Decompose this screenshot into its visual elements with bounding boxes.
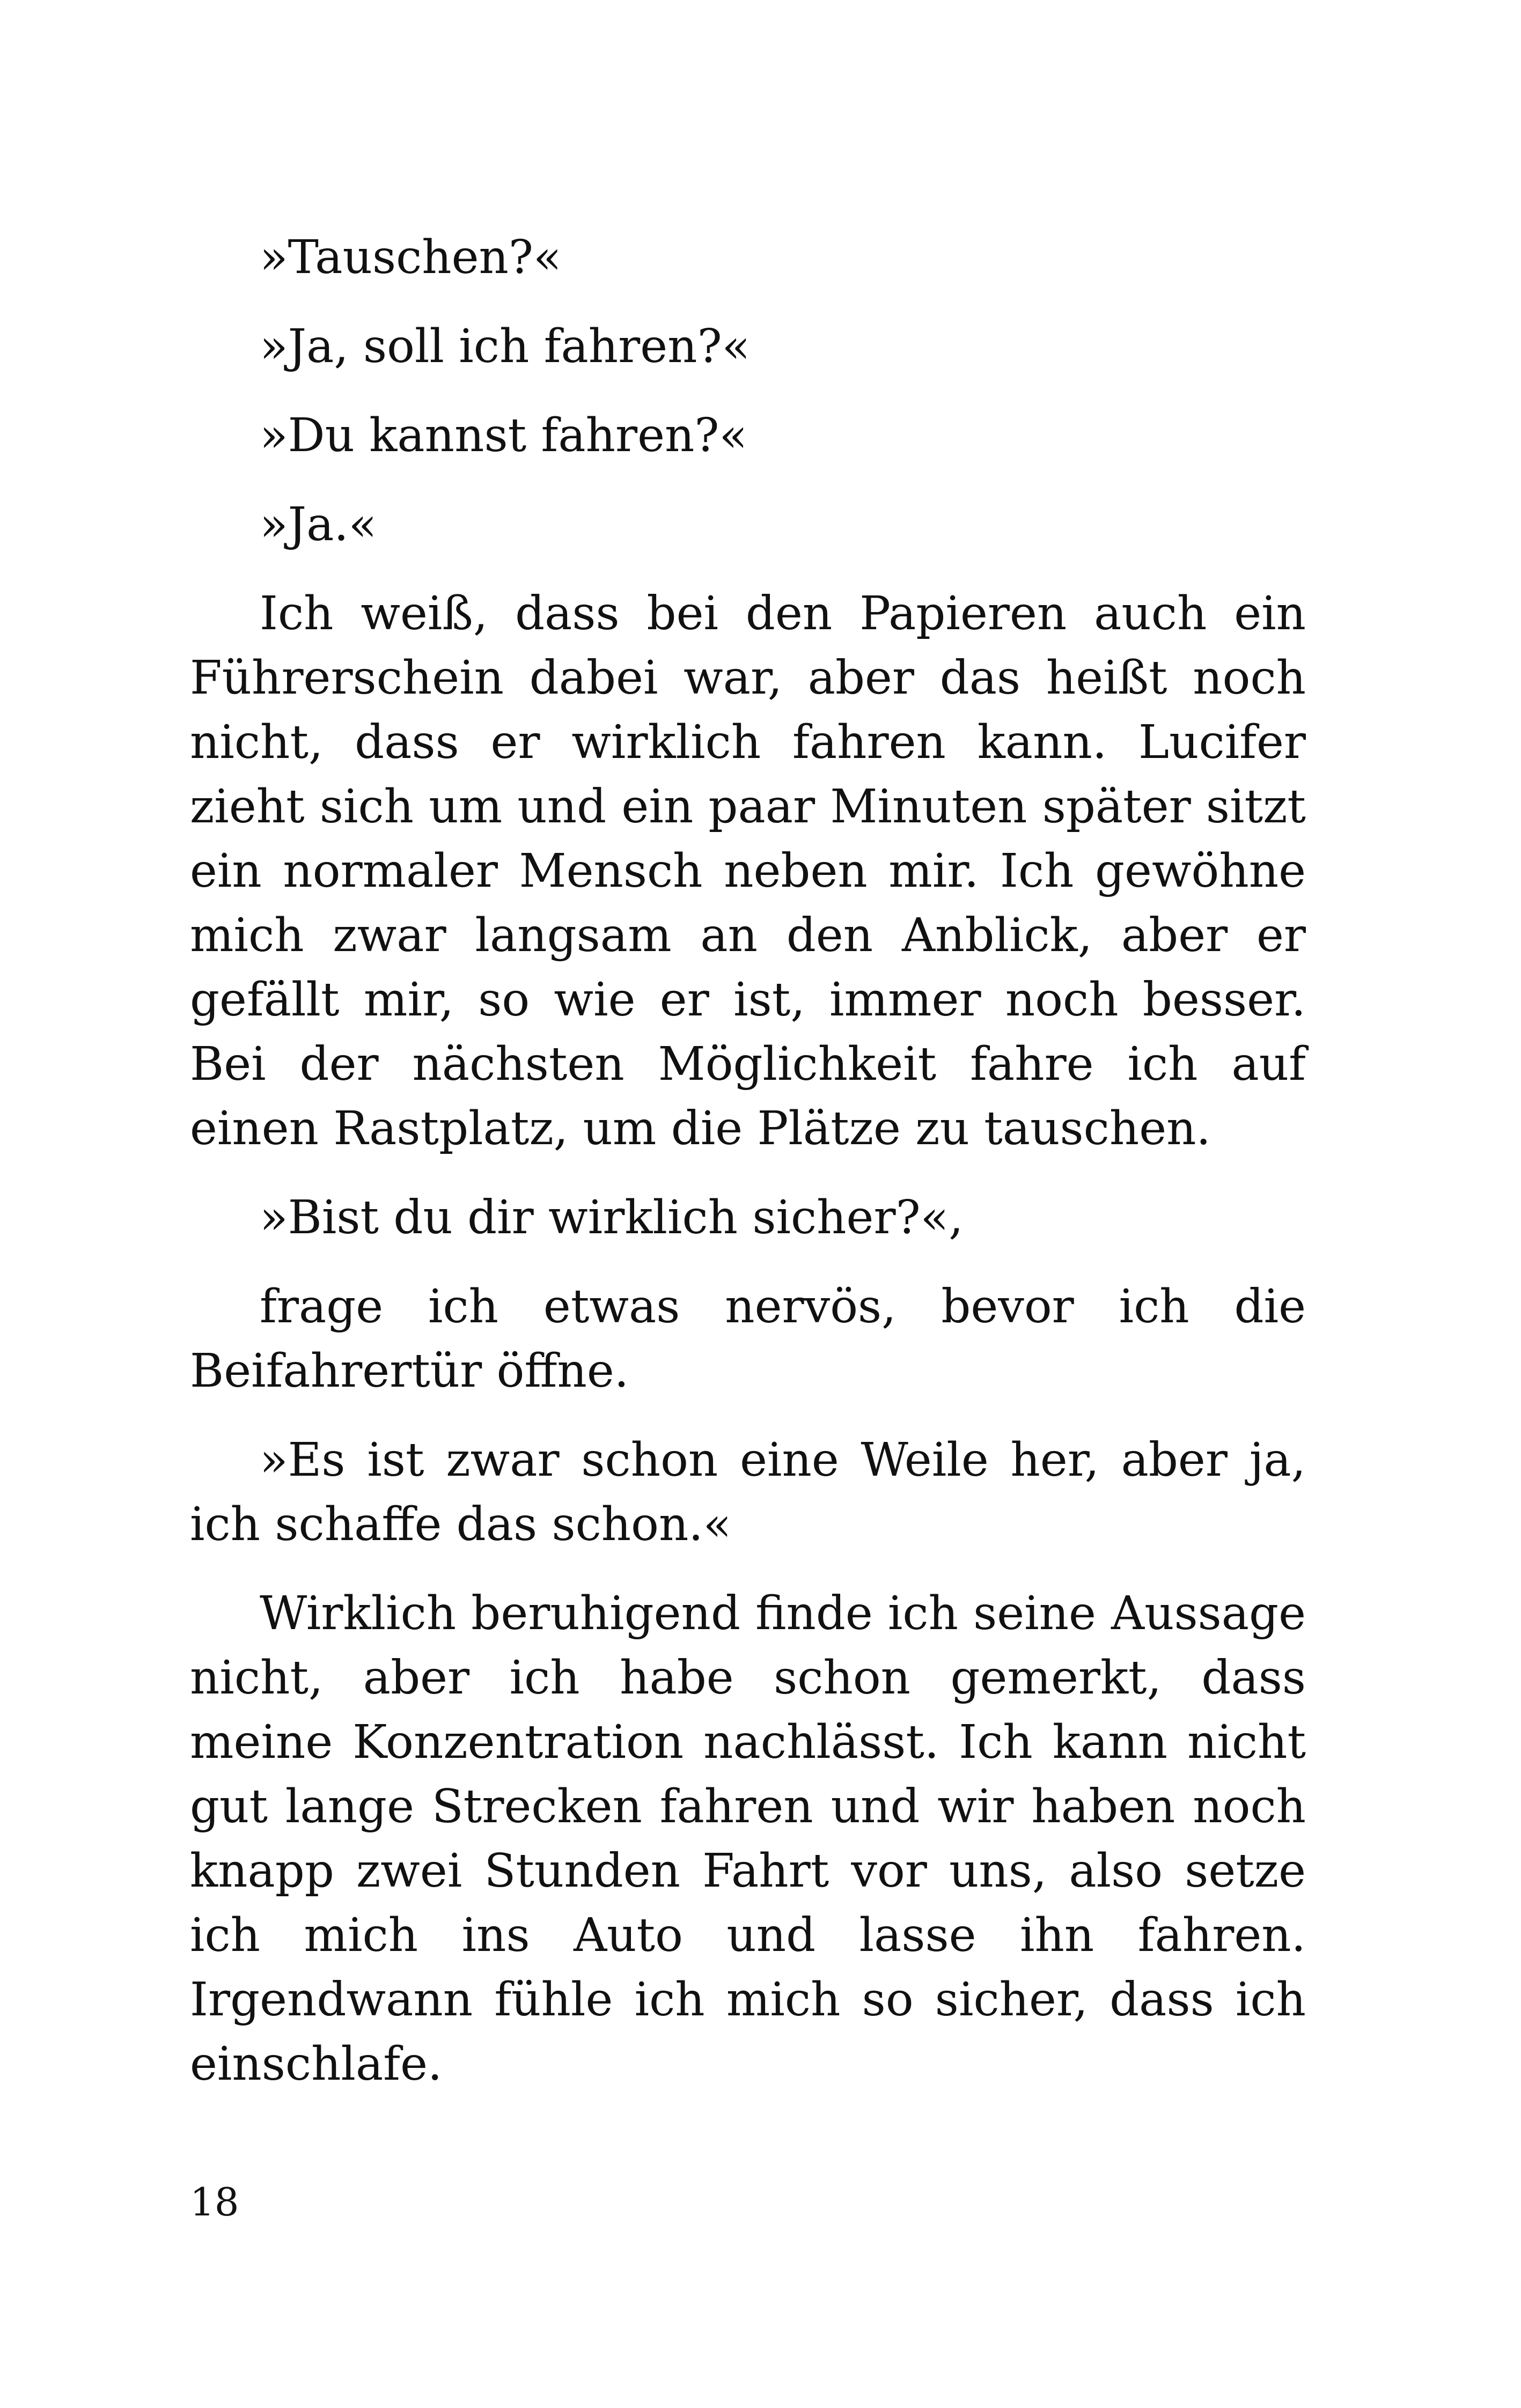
dialogue-line: »Tauschen?« [260, 231, 562, 284]
dialogue-line: »Ja.« [260, 498, 377, 551]
page-number: 18 [190, 2179, 239, 2225]
narrative-paragraph: Ich weiß, dass bei den Papieren auch ein Führerschein dabei war, aber das heißt noch nicht, dass er wirklich fahren kann. Lucifer zieht sich um und ein paar Minuten später sitzt ein normaler Mensch neben mir. Ich gewöhne mich zwar langsam an den Anblick, aber er gefällt mir, so wie er ist, immer noch besser. Bei der nächsten Möglichkeit fahre ich auf einen Rastplatz, um die Plätze zu tauschen. [190, 587, 1306, 1155]
dialogue-line: »Ja, soll ich fahren?« [260, 320, 751, 373]
body-text [190, 225, 1306, 2121]
narrative-paragraph: frage ich etwas nervös, bevor ich die Beifahrertür öffne. [190, 1280, 1306, 1398]
dialogue-line: »Du kannst fahren?« [260, 409, 748, 462]
narrative-paragraph: Wirklich beruhigend finde ich seine Aussage nicht, aber ich habe schon gemerkt, dass meine Konzentration nachlässt. Ich kann nicht gut lange Strecken fahren und wir haben noch knapp zwei Stunden Fahrt vor uns, also setze ich mich ins Auto und lasse ihn fahren. Irgendwann fühle ich mich so sicher, dass ich einschlafe. [190, 1587, 1306, 2091]
dialogue-line: »Es ist zwar schon eine Weile her, aber ja, ich schaffe das schon.« [190, 1433, 1306, 1551]
dialogue-line: »Bist du dir wirklich sicher?«, [260, 1191, 964, 1244]
